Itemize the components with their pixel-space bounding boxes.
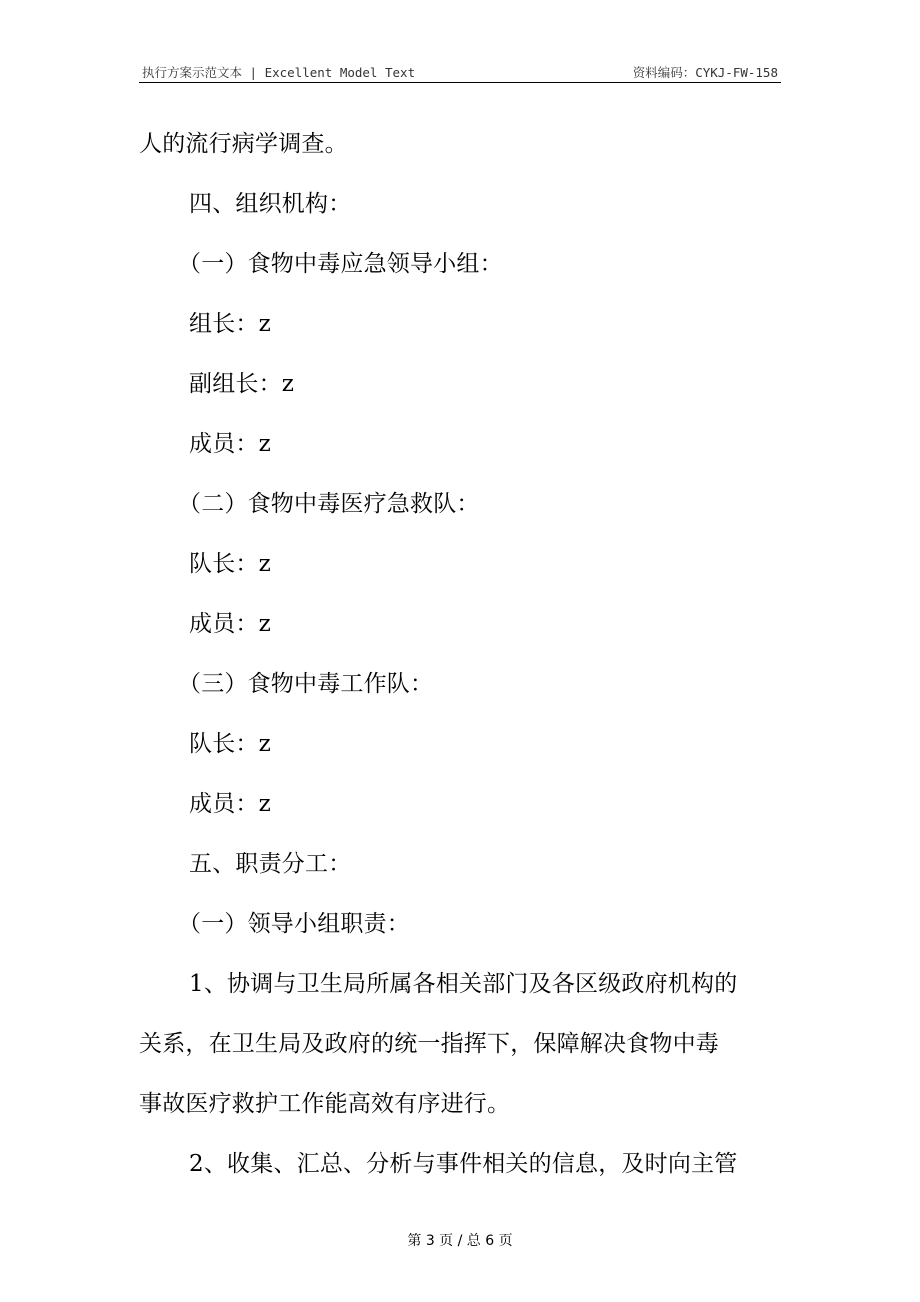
- section-heading: 四、组织机构：: [189, 191, 352, 217]
- paragraph-line: 队长：z: [189, 551, 271, 577]
- subsection-heading: （一）食物中毒应急领导小组：: [178, 251, 503, 277]
- subsection-heading: （二）食物中毒医疗急救队：: [178, 491, 480, 517]
- paragraph-line: 副组长：z: [189, 371, 295, 397]
- paragraph-line: 队长：z: [189, 731, 271, 757]
- paragraph-line: 组长：z: [189, 311, 271, 337]
- paragraph-line: 2、收集、汇总、分析与事件相关的信息，及时向主管: [189, 1151, 738, 1177]
- paragraph-line: 事故医疗救护工作能高效有序进行。: [139, 1091, 511, 1117]
- header-document-code: 资料编码：CYKJ-FW-158: [632, 65, 778, 80]
- page-header: [139, 60, 781, 83]
- paragraph-line: 人的流行病学调查。: [139, 131, 348, 157]
- paragraph-line: 1、协调与卫生局所属各相关部门及各区级政府机构的: [189, 971, 738, 997]
- page-number: 第 3 页 / 总 6 页: [407, 1233, 513, 1249]
- subsection-heading: （三）食物中毒工作队：: [178, 671, 434, 697]
- subsection-heading: （一）领导小组职责：: [178, 911, 410, 937]
- section-heading: 五、职责分工：: [189, 851, 352, 877]
- header-title: 执行方案示范文本 | Excellent Model Text: [142, 65, 416, 80]
- paragraph-line: 关系，在卫生局及政府的统一指挥下，保障解决食物中毒: [139, 1031, 719, 1057]
- paragraph-line: 成员：z: [189, 791, 271, 817]
- paragraph-line: 成员：z: [189, 611, 271, 637]
- paragraph-line: 成员：z: [189, 431, 271, 457]
